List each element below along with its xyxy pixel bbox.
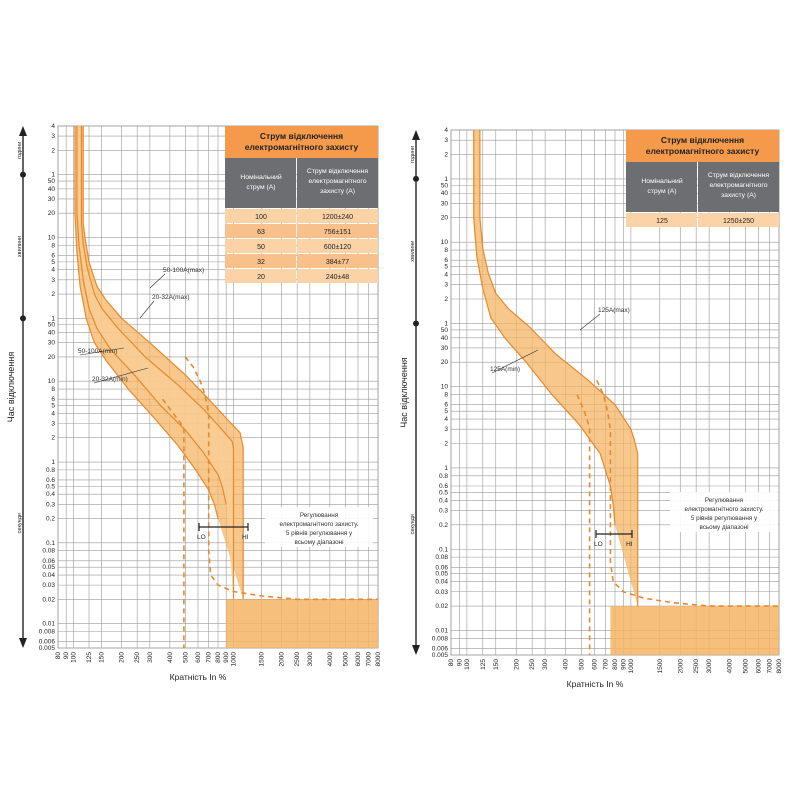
y-tick-label: 1 <box>444 320 448 328</box>
table-col-header: Струм відключення <box>306 168 369 175</box>
x-tick-label: 600 <box>195 652 203 663</box>
y-tick-label: 0.03 <box>435 588 448 596</box>
y-tick-label: 10 <box>47 378 55 386</box>
y-tick-label: 10 <box>440 383 448 391</box>
x-tick-label: 800 <box>612 659 619 670</box>
x-tick-label: 2000 <box>677 659 685 674</box>
y-tick-label: 30 <box>47 339 55 347</box>
y-tick-label: 3 <box>444 137 448 145</box>
y-tick-label: 20 <box>440 359 448 367</box>
adjust-note-line: Регулювання <box>299 512 339 519</box>
table-title: електромагнітного захисту <box>645 146 760 156</box>
x-tick-label: 80 <box>55 652 62 660</box>
y-tick-label: 10 <box>440 239 448 247</box>
table-title: електромагнітного захисту <box>244 142 359 152</box>
x-axis <box>55 652 382 667</box>
x-tick-label: 6000 <box>755 659 763 674</box>
x-tick-label: 8000 <box>375 652 382 667</box>
y-tick-label: 0.1 <box>45 539 55 547</box>
y-tick-label: 0.5 <box>45 483 55 491</box>
y-tick-label: 6 <box>51 396 55 404</box>
y-tick-label: 1 <box>444 175 448 183</box>
table-cell: 1200±240 <box>321 214 354 221</box>
x-tick-label: 2000 <box>278 652 286 667</box>
x-tick-label: 150 <box>492 659 500 670</box>
x-tick-label: 4000 <box>726 659 734 674</box>
y-tick-label: 0.005 <box>38 645 55 652</box>
x-tick-label: 600 <box>591 659 599 670</box>
y-tick-label: 0.4 <box>45 491 55 499</box>
y-tick-label: 0.02 <box>435 603 448 611</box>
x-tick-label: 1500 <box>258 652 266 667</box>
trip-curve-chart-left <box>6 123 382 682</box>
table-col-header: Номінальний <box>240 174 282 181</box>
x-tick-label: 200 <box>118 652 126 663</box>
table-header-cell <box>626 162 697 212</box>
y-tick-label: 40 <box>440 190 448 198</box>
y-axis <box>432 127 449 659</box>
arrow-up-icon <box>19 126 27 136</box>
unit-boundary-dot <box>20 315 26 321</box>
table-cell: 240±48 <box>325 274 350 281</box>
adjust-note-line: всьому діапазоні <box>294 539 344 546</box>
table-cell: 63 <box>257 229 265 236</box>
table-cell: 600±120 <box>323 244 352 251</box>
series-label-leader <box>580 314 600 330</box>
y-tick-label: 4 <box>444 416 448 424</box>
y-tick-label: 4 <box>51 266 55 274</box>
x-tick-label: 5000 <box>742 659 750 674</box>
x-tick-label: 3000 <box>306 652 314 667</box>
hi-label: HI <box>626 541 633 548</box>
y-tick-label: 0.5 <box>438 489 448 497</box>
table-title: Струм відключення <box>259 131 344 141</box>
x-tick-label: 7000 <box>365 652 373 667</box>
x-tick-label: 700 <box>602 659 610 670</box>
y-tick-label: 3 <box>51 276 55 284</box>
table-title: Струм відключення <box>660 135 745 145</box>
table-col-header: захисту (А) <box>319 188 356 195</box>
x-tick-label: 700 <box>205 652 213 663</box>
unit-boundary-dot <box>20 172 26 178</box>
table-cell: 20 <box>257 274 265 281</box>
series-label-leader <box>150 274 165 288</box>
y-tick-label: 6 <box>444 257 448 265</box>
y-tick-label: 3 <box>444 426 448 434</box>
table-col-header: захисту (А) <box>720 192 757 199</box>
y-tick-label: 0.005 <box>431 652 448 659</box>
y-axis-label: Час відключення <box>6 351 16 423</box>
y-tick-label: 20 <box>440 214 448 222</box>
x-axis <box>448 659 783 674</box>
y-tick-label: 20 <box>47 210 55 218</box>
y-tick-label: 50 <box>47 178 55 186</box>
x-tick-label: 100 <box>70 652 78 663</box>
series-label: 50-100A(min) <box>78 348 118 355</box>
time-unit-axis <box>410 130 420 655</box>
table-col-header: Номінальний <box>641 178 683 185</box>
y-tick-label: 0.04 <box>42 572 55 580</box>
y-tick-label: 0.008 <box>431 635 448 643</box>
y-tick-label: 0.3 <box>438 507 448 515</box>
x-tick-label: 250 <box>529 659 537 670</box>
y-tick-label: 5 <box>51 402 55 410</box>
y-tick-label: 8 <box>51 386 55 394</box>
x-tick-label: 250 <box>134 652 142 663</box>
adjust-note-line: всьому діапазоні <box>699 524 749 531</box>
y-tick-label: 8 <box>444 247 448 255</box>
arrow-down-icon <box>412 645 420 655</box>
y-tick-label: 6 <box>444 401 448 409</box>
y-tick-label: 0.05 <box>42 564 55 572</box>
x-tick-label: 400 <box>166 652 174 663</box>
y-tick-label: 0.6 <box>45 476 55 484</box>
hi-label: HI <box>242 534 249 541</box>
y-tick-label: 0.02 <box>42 596 55 604</box>
x-tick-label: 200 <box>513 659 521 670</box>
time-unit-label: секунди <box>17 512 23 534</box>
y-tick-label: 30 <box>47 195 55 203</box>
series-label-leader <box>140 301 154 318</box>
unit-boundary-dot <box>413 320 419 326</box>
time-unit-axis <box>17 126 27 648</box>
table-col-header: електромагнітного <box>709 182 768 189</box>
y-tick-label: 50 <box>47 321 55 329</box>
y-tick-label: 0.008 <box>38 628 55 636</box>
table-cell: 1250±250 <box>722 218 755 225</box>
x-tick-label: 2500 <box>693 659 701 674</box>
y-tick-label: 0.05 <box>435 570 448 578</box>
y-tick-label: 20 <box>47 353 55 361</box>
y-tick-label: 1 <box>51 171 55 179</box>
x-tick-label: 900 <box>620 659 628 670</box>
series-line-125A(min) <box>474 130 615 525</box>
series-label: 125A(min) <box>490 366 520 373</box>
y-tick-label: 6 <box>51 252 55 260</box>
arrow-up-icon <box>412 130 420 140</box>
y-tick-label: 50 <box>440 182 448 190</box>
instantaneous-trip-zone <box>610 606 779 655</box>
y-tick-label: 0.08 <box>42 547 55 555</box>
adjust-note-line: електромагнітного захисту. <box>684 506 764 513</box>
y-tick-label: 30 <box>440 344 448 352</box>
y-tick-label: 8 <box>444 391 448 399</box>
x-tick-label: 6000 <box>355 652 363 667</box>
series-label: 20-32A(min) <box>92 376 128 383</box>
y-tick-label: 5 <box>51 258 55 266</box>
y-tick-label: 1 <box>444 464 448 472</box>
table-cell: 100 <box>255 214 267 221</box>
time-unit-label: години <box>410 145 416 164</box>
time-unit-label: секунди <box>410 514 416 535</box>
table-cell: 32 <box>257 259 265 266</box>
adjust-note-line: Регулювання <box>704 497 744 504</box>
table-cell: 125 <box>656 218 668 225</box>
series-label: 50-100A(max) <box>163 267 205 274</box>
time-unit-label: хвилини <box>17 235 23 258</box>
x-tick-label: 400 <box>562 659 570 670</box>
y-tick-label: 0.1 <box>438 546 448 554</box>
x-tick-label: 80 <box>448 659 455 667</box>
table-cell: 756±151 <box>323 229 352 236</box>
y-tick-label: 40 <box>47 329 55 337</box>
y-tick-label: 0.08 <box>435 554 448 562</box>
y-tick-label: 3 <box>51 133 55 141</box>
x-tick-label: 100 <box>463 659 471 670</box>
y-tick-label: 4 <box>444 127 448 134</box>
y-tick-label: 4 <box>51 410 55 418</box>
x-tick-label: 3000 <box>706 659 714 674</box>
y-tick-label: 30 <box>440 200 448 208</box>
y-tick-label: 0.2 <box>438 521 448 529</box>
x-axis-label: Кратність In % <box>566 679 624 689</box>
x-tick-label: 900 <box>223 652 231 663</box>
lo-label: LO <box>594 541 603 548</box>
y-tick-label: 2 <box>444 295 448 303</box>
x-tick-label: 800 <box>215 652 222 663</box>
y-tick-label: 5 <box>444 263 448 271</box>
y-tick-label: 0.06 <box>435 564 448 572</box>
y-tick-label: 0.3 <box>45 501 55 509</box>
table-header-cell <box>225 158 296 208</box>
series-label: 125A(max) <box>598 307 630 314</box>
x-tick-label: 125 <box>479 659 487 670</box>
x-axis-label: Кратність In % <box>169 672 227 682</box>
y-tick-label: 0.01 <box>435 627 448 635</box>
adjust-note-line: електромагнітного захисту. <box>279 521 359 528</box>
y-axis-label: Час відключення <box>399 357 409 428</box>
trip-curve-chart-right <box>399 127 783 689</box>
x-tick-label: 300 <box>146 652 154 663</box>
x-tick-label: 300 <box>542 659 550 670</box>
x-tick-label: 125 <box>86 652 94 663</box>
x-tick-label: 5000 <box>342 652 350 667</box>
arrow-down-icon <box>19 638 27 648</box>
instantaneous-trip-zone <box>226 599 378 648</box>
trip-current-table <box>225 126 378 283</box>
x-tick-label: 500 <box>578 659 586 670</box>
table-cell: 384±77 <box>325 259 350 266</box>
adjust-note-line: 5 рівнів регулювання у <box>285 530 353 537</box>
lo-label: LO <box>197 534 206 541</box>
x-tick-label: 90 <box>63 652 71 660</box>
y-tick-label: 5 <box>444 408 448 416</box>
table-col-header: Струм відключення <box>707 172 770 179</box>
y-tick-label: 2 <box>51 291 55 299</box>
y-tick-label: 0.6 <box>438 483 448 491</box>
y-tick-label: 0.006 <box>38 638 55 646</box>
y-tick-label: 0.03 <box>42 582 55 590</box>
unit-boundary-dot <box>413 176 419 182</box>
table-col-header: електромагнітного <box>308 178 367 185</box>
table-col-header: струм (А) <box>246 184 276 191</box>
y-tick-label: 0.006 <box>431 645 448 653</box>
y-tick-label: 40 <box>47 185 55 193</box>
y-tick-label: 1 <box>51 459 55 467</box>
time-unit-label: хвилини <box>410 240 416 262</box>
table-cell: 50 <box>257 244 265 251</box>
y-tick-label: 50 <box>440 326 448 334</box>
y-tick-label: 0.04 <box>435 578 448 586</box>
y-tick-label: 4 <box>444 271 448 279</box>
y-tick-label: 3 <box>51 420 55 428</box>
time-unit-label: години <box>17 141 23 159</box>
y-tick-label: 3 <box>444 281 448 289</box>
x-tick-label: 90 <box>456 659 464 667</box>
y-tick-label: 2 <box>51 434 55 442</box>
x-tick-label: 4000 <box>326 652 334 667</box>
x-tick-label: 2500 <box>294 652 302 667</box>
x-tick-label: 1000 <box>230 652 238 667</box>
y-tick-label: 0.8 <box>438 472 448 480</box>
y-tick-label: 1 <box>51 315 55 323</box>
y-tick-label: 2 <box>51 147 55 155</box>
x-tick-label: 150 <box>98 652 106 663</box>
y-tick-label: 40 <box>440 334 448 342</box>
x-tick-label: 500 <box>182 652 190 663</box>
trip-current-table <box>626 130 779 227</box>
y-tick-label: 0.06 <box>42 557 55 565</box>
y-tick-label: 0.2 <box>45 515 55 523</box>
x-tick-label: 1500 <box>656 659 664 674</box>
x-tick-label: 8000 <box>776 659 783 674</box>
y-tick-label: 0.4 <box>438 497 448 505</box>
y-tick-label: 2 <box>444 151 448 159</box>
y-axis <box>39 123 56 652</box>
y-tick-label: 8 <box>51 242 55 250</box>
series-label: 20-32A(max) <box>152 294 190 301</box>
y-tick-label: 10 <box>47 234 55 242</box>
y-tick-label: 0.8 <box>45 466 55 474</box>
y-tick-label: 2 <box>444 440 448 448</box>
x-tick-label: 1000 <box>627 659 635 674</box>
x-tick-label: 7000 <box>766 659 774 674</box>
y-tick-label: 0.01 <box>42 620 55 628</box>
adjust-note-line: 5 рівнів регулювання у <box>690 515 758 522</box>
y-tick-label: 4 <box>51 123 55 130</box>
table-col-header: струм (А) <box>647 188 677 195</box>
